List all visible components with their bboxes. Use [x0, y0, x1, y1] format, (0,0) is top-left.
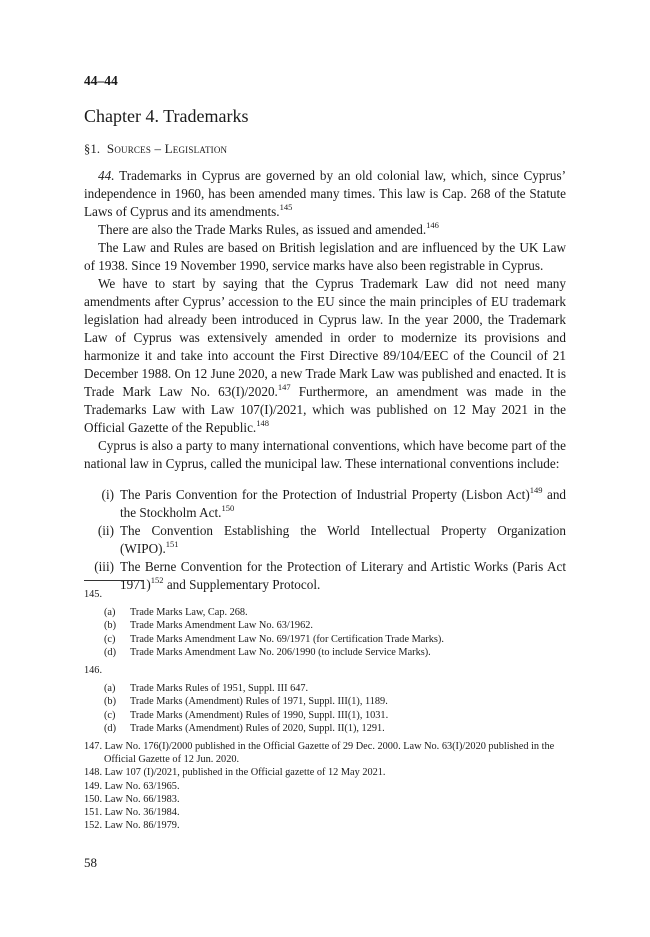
running-head: 44–44 — [84, 73, 118, 88]
subitem-letter: (d) — [104, 646, 117, 658]
list-item-text: and the Stockholm Act. — [120, 487, 567, 520]
paragraph-44 — [84, 167, 566, 221]
chapter-title: Chapter 4. Trademarks — [84, 106, 249, 126]
section-title: Sources – Legislation — [106, 141, 228, 156]
footnote-subitem — [84, 695, 566, 708]
subitem-text: Trade Marks Amendment Law No. 69/1971 (for Certification Trade Marks). — [130, 633, 444, 645]
subitem-letter: (b) — [104, 620, 117, 632]
footnote-number: 145. — [84, 589, 103, 600]
subitem-letter: (c) — [104, 633, 116, 645]
footnote-subitem — [84, 633, 566, 646]
list-item-number: (i) — [101, 487, 114, 502]
subitem-text: Trade Marks Amendment Law No. 206/1990 (to include Service Marks). — [130, 646, 431, 658]
paragraph-text: Cyprus is also a party to many international conventions, which have become part of the national law in Cyprus, called the municipal law. These international conventions include: — [84, 438, 566, 471]
footnote-number: 146. — [84, 665, 103, 677]
subitem-letter: (a) — [104, 683, 116, 695]
subitem-text: Trade Marks Law, Cap. 268. — [130, 607, 248, 619]
paragraph-text: Trademarks in Cyprus are governed by an old colonial law, which, since Cyprus’ independence in 1960, has been amended many times. This law is Cap. 268 of the Statute Laws of Cyprus and its amendments. — [84, 168, 566, 219]
paragraph-text: We have to start by saying that the Cyprus Trademark Law did not need many amendments after Cyprus’ accession to the EU since the main principles of EU trademark legislation had already been introduced in Cyprus law. In the year 2000, the Trademark Law of Cyprus was extensively amended in order to modernize its provisions and harmonize it and take into account the First Directive 89/104/EEC of the Council of 21 December 1988. On 12 June 2020, a new Trade Mark Law was published and enacted. It is Trade Mark Law No. 63(I)/2020. — [84, 276, 566, 399]
paragraph-number: 44. — [98, 168, 115, 183]
subitem-letter: (c) — [104, 709, 116, 721]
subitem-text: Trade Marks Amendment Law No. 63/1962. — [130, 620, 313, 632]
subitem-letter: (d) — [104, 722, 117, 734]
footnote-subitem — [84, 709, 566, 722]
paragraph — [84, 221, 566, 239]
footnote-ref: 145 — [279, 201, 293, 212]
page-number: 58 — [84, 855, 97, 870]
footnote-ref: 150 — [221, 502, 235, 513]
footnote-ref: 152 — [150, 574, 164, 585]
body-text — [84, 167, 566, 594]
list-item-text: The Berne Convention for the Protection of Literary and Artistic Works (Paris Act 1971) — [120, 559, 566, 592]
footnote: 149. Law No. 63/1965. — [84, 780, 180, 792]
subitem-letter: (b) — [104, 696, 117, 708]
footnote-ref: 149 — [529, 484, 543, 495]
subitem-text: Trade Marks (Amendment) Rules of 2020, Suppl. II(1), 1291. — [130, 722, 385, 734]
list-item-number: (iii) — [94, 559, 114, 574]
footnote-subitem — [84, 619, 566, 632]
paragraph-text: The Law and Rules are based on British legislation and are influenced by the UK Law of 1938. Since 19 November 1990, service marks have also been registrable in Cyprus. — [84, 240, 566, 273]
list-item-number: (ii) — [97, 523, 114, 538]
footnote-divider — [84, 580, 144, 581]
list-item-text: The Paris Convention for the Protection of Industrial Property (Lisbon Act) — [120, 487, 530, 502]
paragraph-text: There are also the Trade Marks Rules, as issued and amended. — [98, 222, 427, 237]
footnote: 151. Law No. 36/1984. — [84, 807, 180, 819]
footnote-ref: 146 — [426, 219, 439, 230]
footnote: 147. Law No. 176(I)/2000 published in the Official Gazette of 29 Dec. 2000. Law No. 63(I)/2020 published in the Official Gazette of 12 Jun. 2020. — [84, 741, 555, 766]
footnote-subitem — [84, 722, 566, 735]
subitem-text: Trade Marks (Amendment) Rules of 1971, Suppl. III(1), 1189. — [130, 696, 388, 708]
paragraph — [84, 437, 566, 473]
footnote-subitem — [84, 646, 566, 659]
footnote-subitem — [84, 606, 566, 619]
footnote-ref: 151 — [165, 538, 179, 549]
conventions-list — [84, 486, 566, 594]
section-number: §1. — [84, 142, 101, 156]
subitem-letter: (a) — [104, 607, 116, 619]
section-heading — [84, 141, 227, 157]
footnote-sublist — [84, 606, 566, 659]
footnotes — [84, 588, 566, 832]
paragraph — [84, 275, 566, 437]
footnote-sublist — [84, 682, 566, 735]
subitem-text: Trade Marks Rules of 1951, Suppl. III 647. — [130, 683, 309, 695]
list-item-text: and Supplementary Protocol. — [163, 577, 321, 592]
footnote: 148. Law 107 (I)/2021, published in the Official gazette of 12 May 2021. — [84, 767, 386, 779]
footnote: 152. Law No. 86/1979. — [84, 820, 180, 832]
footnote-ref: 147 — [277, 381, 291, 392]
list-item — [84, 486, 566, 522]
list-item — [84, 522, 566, 558]
footnote: 150. Law No. 66/1983. — [84, 793, 180, 805]
paragraph-text: Furthermore, an amendment was made in the Trademarks Law with Law 107(I)/2021, which was published on 12 May 2021 in the Official Gazette of the Republic. — [84, 384, 566, 435]
subitem-text: Trade Marks (Amendment) Rules of 1990, Suppl. III(1), 1031. — [130, 709, 389, 721]
footnote-subitem — [84, 682, 566, 695]
footnote-ref: 148 — [256, 417, 269, 428]
list-item-text: The Convention Establishing the World Intellectual Property Organization (WIPO). — [120, 523, 566, 556]
paragraph — [84, 239, 566, 275]
